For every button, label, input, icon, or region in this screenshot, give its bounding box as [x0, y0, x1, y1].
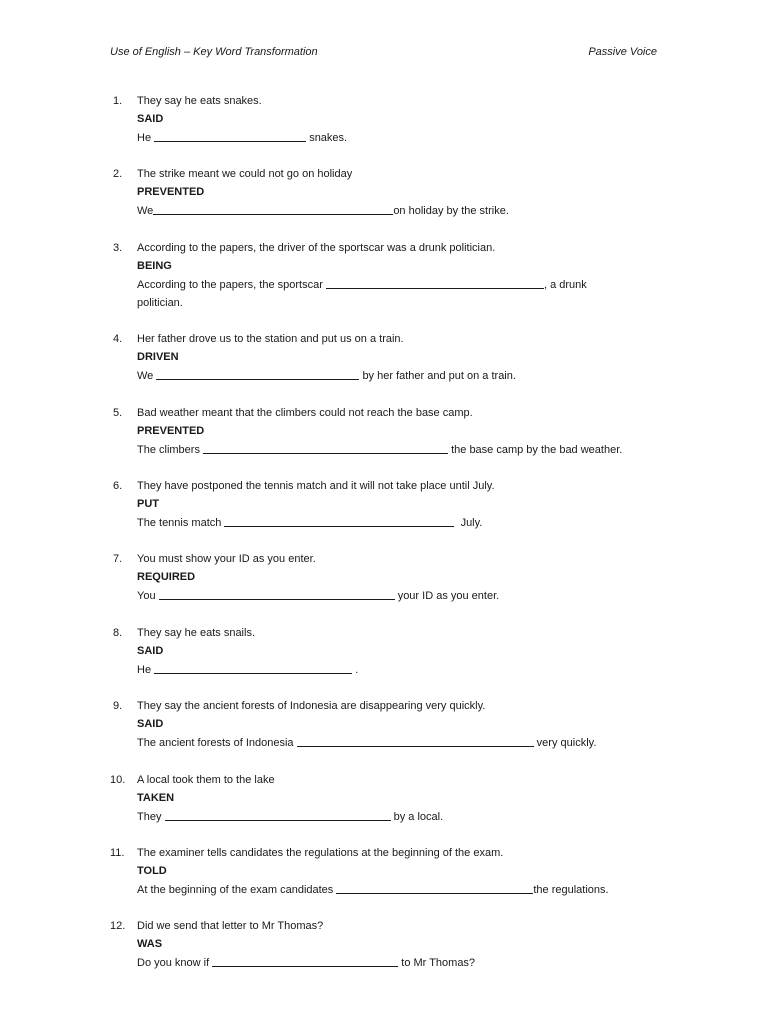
question-number: 5.: [113, 406, 123, 419]
answer-blank[interactable]: [297, 734, 534, 747]
question-keyword: BEING: [137, 259, 172, 272]
answer-suffix: to Mr Thomas?: [401, 957, 476, 970]
header-topic: Passive Voice: [588, 46, 657, 58]
question-item: [110, 330, 670, 385]
answer-prefix: Do you know if: [137, 957, 210, 970]
question-item: [110, 771, 670, 826]
answer-line: [137, 586, 670, 605]
answer-prefix: He: [137, 663, 152, 676]
question-keyword: SAID: [137, 718, 164, 731]
answer-prefix: The climbers: [137, 443, 200, 456]
answer-line: [137, 807, 670, 826]
question-sentence: According to the papers, the driver of the sportscar was a drunk politician.: [137, 241, 496, 254]
answer-blank[interactable]: [153, 202, 393, 215]
answer-prefix: You: [137, 590, 156, 603]
answer-blank[interactable]: [159, 587, 395, 600]
question-keyword: SAID: [137, 113, 164, 125]
question-keyword: SAID: [137, 644, 164, 657]
answer-line: [137, 440, 670, 459]
answer-line: [137, 275, 670, 294]
question-number: 6.: [113, 479, 123, 492]
question-sentence: The strike meant we could not go on holiday: [137, 168, 353, 181]
answer-suffix: on holiday by the strike.: [393, 205, 509, 218]
question-keyword: REQUIRED: [137, 571, 196, 584]
question-sentence: A local took them to the lake: [137, 773, 275, 786]
answer-suffix: the regulations.: [533, 883, 609, 896]
answer-suffix: .: [355, 663, 359, 676]
answer-suffix: your ID as you enter.: [397, 590, 500, 603]
question-item: [110, 697, 670, 752]
question-item: [110, 404, 670, 459]
header-title: Use of English – Key Word Transformation: [110, 46, 318, 58]
question-item: [110, 624, 670, 679]
answer-blank[interactable]: [336, 881, 533, 894]
question-item: [110, 550, 670, 605]
question-sentence: Bad weather meant that the climbers could not reach the base camp.: [137, 406, 473, 419]
question-sentence: The examiner tells candidates the regulations at the beginning of the exam.: [137, 846, 504, 859]
answer-line: [137, 880, 670, 899]
answer-blank[interactable]: [165, 808, 391, 821]
answer-suffix: , a drunk: [543, 278, 587, 291]
answer-prefix: The tennis match: [137, 516, 222, 529]
page-header: [110, 46, 657, 58]
answer-prefix: He: [137, 132, 152, 144]
question-keyword: DRIVEN: [137, 351, 179, 364]
answer-suffix: very quickly.: [536, 737, 597, 750]
question-item: [110, 92, 670, 147]
question-number: 2.: [113, 168, 123, 181]
question-item: [110, 239, 670, 312]
question-number: 10.: [110, 773, 126, 786]
question-keyword: PREVENTED: [137, 424, 205, 437]
answer-suffix: by her father and put on a train.: [362, 370, 516, 383]
answer-blank[interactable]: [224, 514, 454, 527]
question-sentence: They say he eats snails.: [137, 626, 256, 639]
question-item: [110, 165, 670, 220]
question-keyword: TOLD: [137, 864, 167, 877]
question-number: 11.: [110, 846, 125, 859]
answer-line: [137, 201, 670, 220]
answer-prefix: At the beginning of the exam candidates: [137, 883, 334, 896]
question-keyword: PUT: [137, 497, 159, 510]
answer-blank[interactable]: [154, 129, 306, 142]
question-sentence: Her father drove us to the station and put us on a train.: [137, 333, 404, 346]
question-keyword: TAKEN: [137, 791, 175, 804]
answer-blank[interactable]: [154, 661, 352, 674]
answer-suffix: by a local.: [393, 810, 444, 823]
question-sentence: They say the ancient forests of Indonesia are disappearing very quickly.: [137, 700, 486, 713]
question-number: 12.: [110, 920, 126, 933]
question-keyword: PREVENTED: [137, 186, 205, 199]
question-number: 1.: [113, 95, 123, 107]
question-number: 7.: [113, 553, 123, 566]
question-sentence: They say he eats snakes.: [137, 95, 262, 107]
question-sentence: They have postponed the tennis match and it will not take place until July.: [137, 479, 495, 492]
answer-suffix: July.: [460, 516, 483, 529]
answer-line: [137, 660, 670, 679]
answer-prefix: They: [137, 810, 162, 823]
question-item: [110, 477, 670, 532]
question-keyword: WAS: [137, 938, 163, 951]
answer-prefix: The ancient forests of Indonesia: [137, 737, 294, 750]
question-list: [110, 92, 670, 991]
answer-line: [137, 128, 670, 147]
question-item: [110, 917, 670, 972]
question-sentence: Did we send that letter to Mr Thomas?: [137, 920, 324, 933]
answer-prefix: We: [137, 205, 154, 218]
answer-continuation: politician.: [137, 296, 183, 309]
question-number: 3.: [113, 241, 123, 254]
answer-prefix: According to the papers, the sportscar: [137, 278, 323, 291]
answer-blank[interactable]: [203, 441, 448, 454]
question-sentence: You must show your ID as you enter.: [137, 553, 316, 566]
answer-line: [137, 953, 670, 972]
question-number: 4.: [113, 333, 123, 346]
answer-line: [137, 733, 670, 752]
answer-blank[interactable]: [326, 276, 544, 289]
answer-line: [137, 366, 670, 385]
answer-suffix: the base camp by the bad weather.: [451, 443, 623, 456]
answer-blank[interactable]: [156, 367, 359, 380]
answer-blank[interactable]: [212, 954, 398, 967]
answer-line: [137, 513, 670, 532]
answer-prefix: We: [137, 370, 154, 383]
answer-suffix: snakes.: [309, 132, 348, 144]
question-item: [110, 844, 670, 899]
question-number: 8.: [113, 626, 123, 639]
question-number: 9.: [113, 700, 123, 713]
